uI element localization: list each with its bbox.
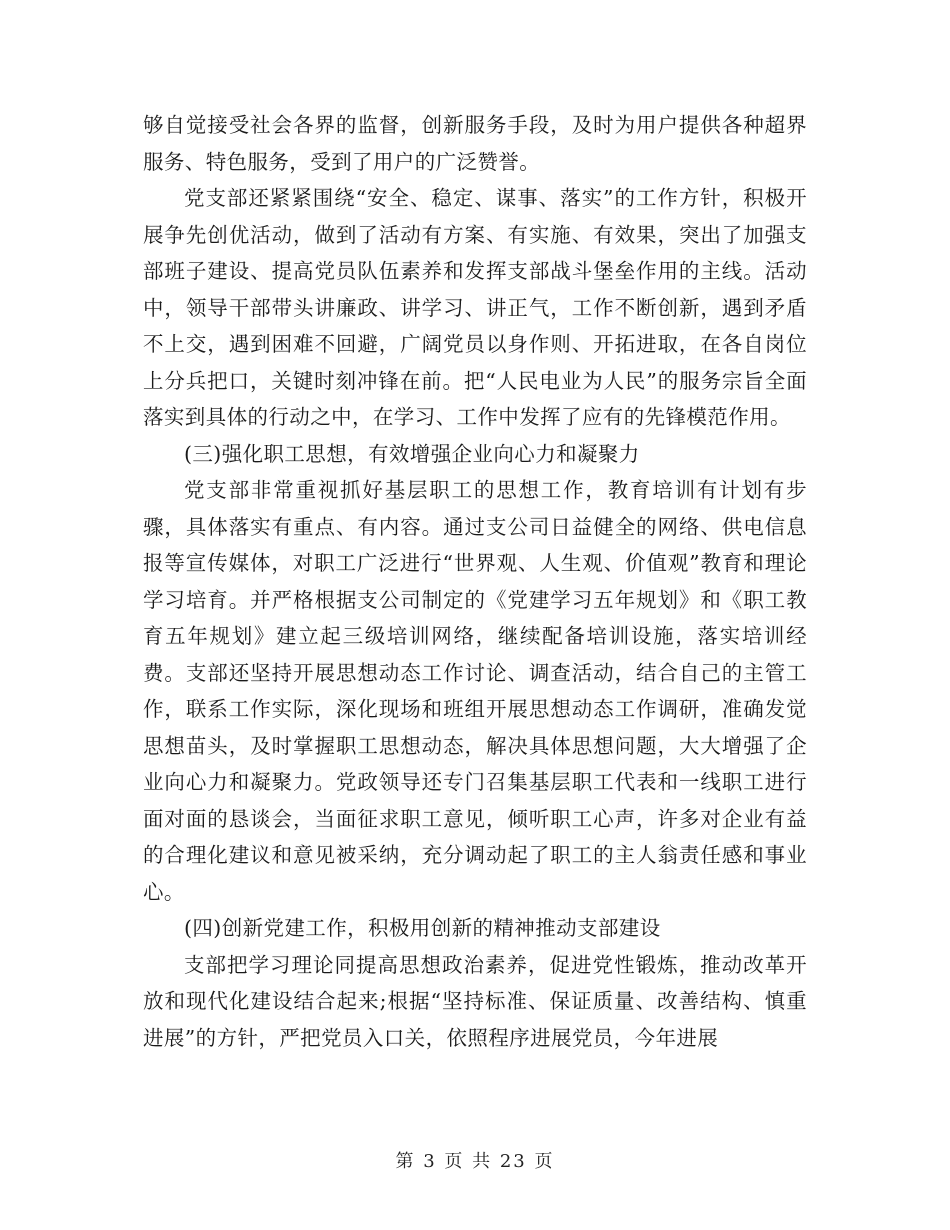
section-heading-3: (三)强化职工思想，有效增强企业向心力和凝聚力 bbox=[184, 441, 640, 466]
page-footer: 第 3 页 共 23 页 bbox=[395, 1151, 555, 1172]
paragraph-party-branch-activities: 党支部还紧紧围绕“安全、稳定、谋事、落实”的工作方针，积极开展争先创优活动，做到了活动有方案、有实施、有效果，突出了加强支部班子建设、提高党员队伍素养和发挥支部战斗堡垒作用的主线。活动中，领导干部带头讲廉政、讲学习、讲正气，工作不断创新，遇到矛盾不上交，遇到困难不回避，广阔党员以身作则、开拓进取，在各自岗位上分兵把口，关键时刻冲锋在前。把“人民电业为人民”的服务宗旨全面落实到具体的行动之中，在学习、工作中发挥了应有的先锋模范作用。 bbox=[143, 186, 807, 429]
paragraph-staff-ideology: 党支部非常重视抓好基层职工的思想工作，教育培训有计划有步骤，具体落实有重点、有内容。通过支公司日益健全的网络、供电信息报等宣传媒体，对职工广泛进行“世界观、人生观、价值观”教育和理论学习培育。并严格根据支公司制定的《党建学习五年规划》和《职工教育五年规划》建立起三级培训网络，继续配备培训设施，落实培训经费。支部还坚持开展思想动态工作讨论、调查活动，结合自己的主管工作，联系工作实际，深化现场和班组开展思想动态工作调研，准确发觉思想苗头，及时掌握职工思想动态，解决具体思想问题，大大增强了企业向心力和凝聚力。党政领导还专门召集基层职工代表和一线职工进行面对面的恳谈会，当面征求职工意见，倾听职工心声，许多对企业有益的合理化建议和意见被采纳，充分调动起了职工的主人翁责任感和事业心。 bbox=[143, 478, 807, 904]
paragraph-continuation: 够自觉接受社会各界的监督，创新服务手段，及时为用户提供各种超界服务、特色服务，受到了用户的广泛赞誉。 bbox=[143, 113, 807, 174]
paragraph-party-building: 支部把学习理论同提高思想政治素养，促进党性锻炼，推动改革开放和现代化建设结合起来;根据“坚持标准、保证质量、改善结构、慎重进展”的方针，严把党员入口关，依照程序进展党员，今年进展 bbox=[143, 952, 807, 1050]
section-heading-4: (四)创新党建工作，积极用创新的精神推动支部建设 bbox=[184, 916, 661, 940]
body-text bbox=[143, 107, 807, 1056]
